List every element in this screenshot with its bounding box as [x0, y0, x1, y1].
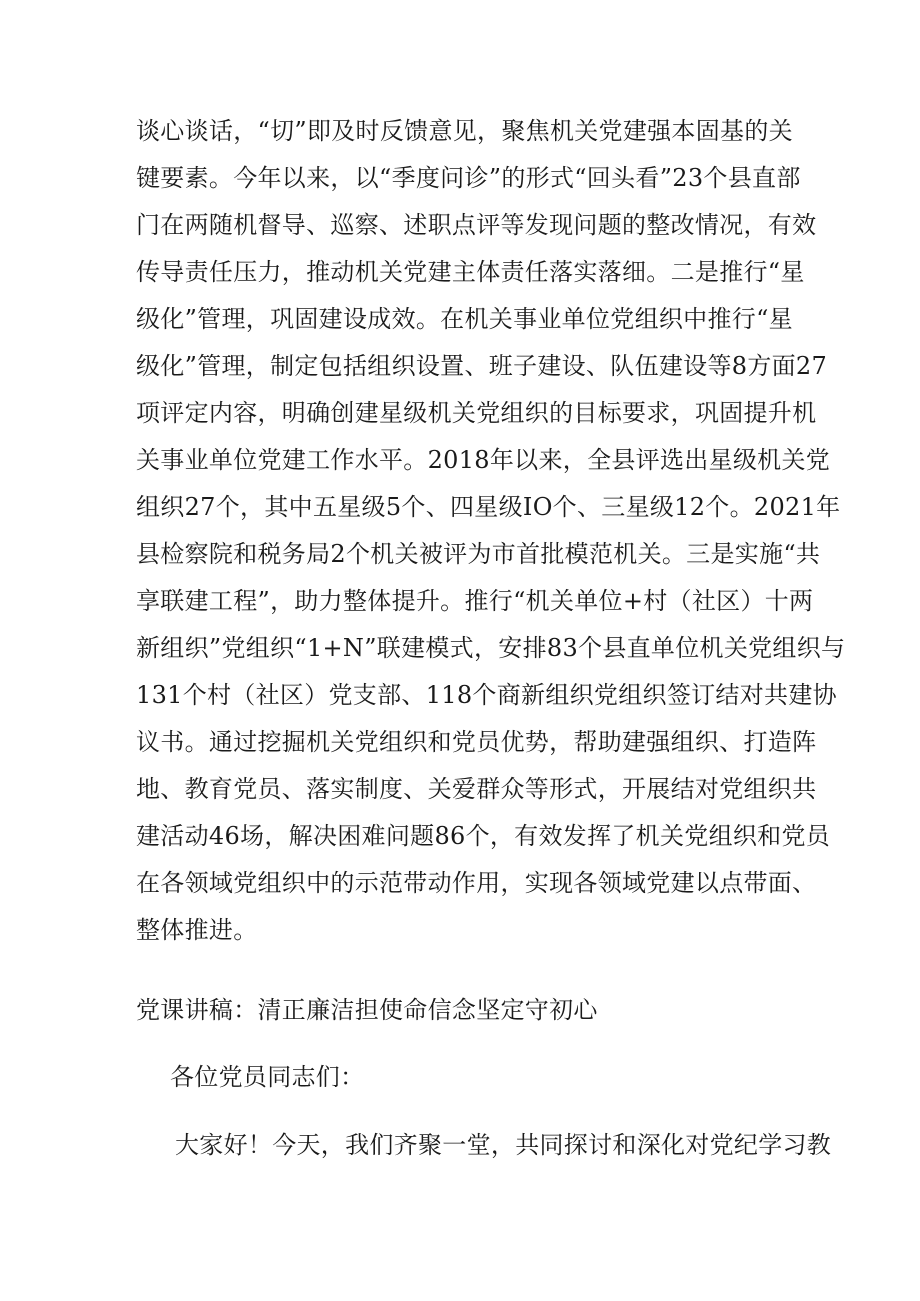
body-text-line: 地、教育党员、落实制度、关爱群众等形式，开展结对党组织共 [136, 775, 817, 803]
body-text-line: 级化”管理，巩固建设成效。在机关事业单位党组织中推行“星 [136, 305, 793, 333]
body-text-line: 新组织”党组织“1+N”联建模式，安排83个县直单位机关党组织与 [136, 634, 846, 662]
body-text-line: 议书。通过挖掘机关党组织和党员优势，帮助建强组织、打造阵 [136, 728, 817, 756]
body-text-line: 县检察院和税务局2个机关被评为市首批模范机关。三是实施“共 [136, 540, 821, 568]
body-text-line: 关事业单位党建工作水平。2018年以来，全县评选出星级机关党 [136, 446, 831, 474]
body-text-line: 131个村（社区）党支部、118个商新组织党组织签订结对共建协 [136, 681, 837, 709]
body-text-line: 谈心谈话，“切”即及时反馈意见，聚焦机关党建强本固基的关 [136, 117, 793, 145]
opening-line: 大家好！今天，我们齐聚一堂，共同探讨和深化对党纪学习教 [175, 1131, 832, 1159]
body-text-line: 键要素。今年以来，以“季度问诊”的形式“回头看”23个县直部 [136, 164, 801, 192]
body-text-line: 门在两随机督导、巡察、述职点评等发现问题的整改情况，有效 [136, 211, 817, 239]
body-text-line: 传导责任压力，推动机关党建主体责任落实落细。二是推行“星 [136, 258, 805, 286]
body-text-line: 享联建工程”，助力整体提升。推行“机关单位+村（社区）十两 [136, 587, 814, 615]
body-text-line: 项评定内容，明确创建星级机关党组织的目标要求，巩固提升机 [136, 399, 817, 427]
body-text-line: 级化”管理，制定包括组织设置、班子建设、队伍建设等8方面27 [136, 352, 828, 380]
body-text-line: 建活动46场，解决困难问题86个，有效发挥了机关党组织和党员 [136, 822, 831, 850]
body-text-line: 在各领域党组织中的示范带动作用，实现各领域党建以点带面、 [136, 869, 817, 897]
greeting: 各位党员同志们： [170, 1063, 365, 1091]
body-text-line: 组织27个，其中五星级5个、四星级IO个、三星级12个。2021年 [136, 493, 841, 521]
body-text-line: 整体推进。 [136, 916, 258, 944]
speech-title: 党课讲稿：清正廉洁担使命信念坚定守初心 [136, 996, 598, 1024]
